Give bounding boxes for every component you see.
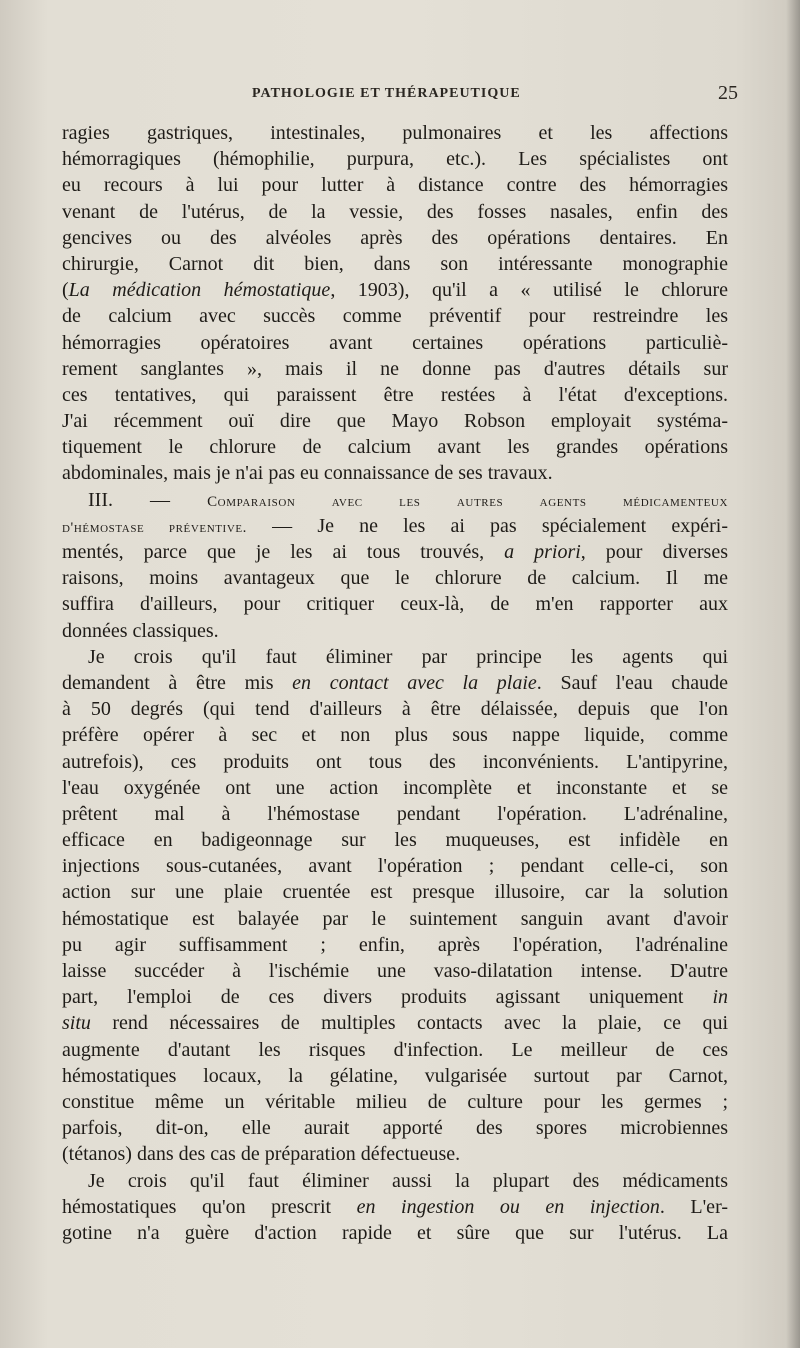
text-line [62,408,728,434]
body-text [62,120,728,1246]
text-line [62,853,728,879]
text-segment: d'hémostase préventive. [62,519,248,536]
text-line [62,749,728,775]
text-segment: de calcium avec succès comme préventif pour restreindre les [62,305,728,328]
text-line [62,1063,728,1089]
text-line [62,277,728,303]
text-line [62,1141,728,1167]
text-line [62,434,728,460]
text-segment: , pour diverses [580,541,728,563]
text-segment: , 1903), qu'il a « utilisé le chlorure [330,279,728,302]
text-segment: augmente d'autant les risques d'infection. Le meilleur de ces [62,1038,728,1061]
text-segment: mentés, parce que je les ai tous trouvés, [62,541,505,563]
text-line [62,906,728,932]
text-line [62,565,728,591]
text-segment: tiquement le chlorure de calcium avant les grandes opérations [62,436,728,459]
text-segment: Je crois qu'il faut éliminer aussi la plupart des médicaments [88,1169,728,1192]
text-segment: ces tentatives, qui paraissent être restées à l'état d'exceptions. [62,383,728,406]
text-segment: Je crois qu'il faut éliminer par principe les agents qui [88,645,728,668]
text-line [62,225,728,251]
text-segment: abdominales, mais je n'ai pas eu connaissance de ses travaux. [62,462,553,485]
text-segment: venant de l'utérus, de la vessie, des fosses nasales, enfin des [62,200,728,223]
text-segment: à 50 degrés (qui tend d'ailleurs à être délaissée, depuis que l'on [62,698,728,721]
page-header [62,82,738,108]
text-segment: laisse succéder à l'ischémie une vaso-dilatation intense. D'autre [62,960,728,982]
text-segment: hémorragies opératoires avant certaines opérations particuliè- [62,331,728,354]
text-segment: part, l'emploi de ces divers produits agissant uniquement [62,986,713,1009]
running-title: PATHOLOGIE ET THÉRAPEUTIQUE [252,86,521,101]
text-line [62,958,728,984]
text-segment: demandent à être mis [62,671,293,694]
text-segment: efficace en badigeonnage sur les muqueuses, est infidèle en [62,829,728,852]
text-segment: ragies gastriques, intestinales, pulmonaires et les affections [62,122,728,144]
text-segment: a priori [504,541,581,563]
page-number: 25 [718,82,738,104]
text-segment: in [712,986,728,1009]
text-line [62,1037,728,1063]
text-segment: action sur une plaie cruentée est presque illusoire, car la solution [62,881,728,904]
text-segment: J'ai récemment ouï dire que Mayo Robson employait systéma- [62,410,728,433]
text-segment: en contact avec la plaie [292,671,537,694]
text-segment: données classiques. [62,619,219,642]
text-segment: suffira d'ailleurs, pour critiquer ceux-là, de m'en rapporter aux [62,593,728,616]
text-line [62,827,728,853]
text-line [62,330,728,356]
text-segment: chirurgie, Carnot dit bien, dans son intéressante monographie [62,252,728,275]
text-segment: injections sous-cutanées, avant l'opération ; pendant celle-ci, son [62,855,728,878]
text-segment: l'eau oxygénée ont une action incomplète et inconstante et se [62,776,728,799]
text-segment: Comparaison avec les autres agents médicamenteux [207,493,728,510]
text-line [62,1089,728,1115]
text-segment: autrefois), ces produits ont tous des inconvénients. L'antipyrine, [62,750,728,773]
text-segment: situ [62,1012,91,1035]
text-line [62,696,728,722]
text-segment: ( [62,279,69,302]
text-line [62,801,728,827]
text-segment: La médication hémostatique [68,279,331,302]
text-line [62,722,728,748]
text-line [62,932,728,958]
text-line [62,591,728,617]
text-line [62,1115,728,1141]
text-line [62,984,728,1010]
text-segment: III. — [88,488,208,511]
text-segment: hémostatiques locaux, la gélatine, vulgarisée surtout par Carnot, [62,1064,728,1087]
text-segment: hémorragiques (hémophilie, purpura, etc.). Les spécialistes ont [62,148,728,171]
text-segment: raisons, moins avantageux que le chlorure de calcium. Il me [62,567,728,590]
text-line [62,120,728,146]
text-line [62,1220,728,1246]
text-segment: gotine n'a guère d'action rapide et sûre que sur l'utérus. La [62,1221,728,1244]
text-line [62,513,728,539]
text-segment: en ingestion ou en injection [356,1195,660,1218]
text-segment: rement sanglantes », mais il ne donne pas d'autres détails sur [62,357,728,380]
text-segment: — Je ne les ai pas spécialement expéri- [247,514,729,537]
text-line [62,199,728,225]
text-line [62,172,728,198]
text-line [62,460,728,486]
text-segment: préfère opérer à sec et non plus sous nappe liquide, comme [62,724,728,747]
text-segment: constitue même un véritable milieu de culture pour les germes ; [62,1090,728,1113]
text-line [62,539,728,565]
text-segment: gencives ou des alvéoles après des opérations dentaires. En [62,226,728,249]
text-segment: (tétanos) dans des cas de préparation défectueuse. [62,1143,461,1166]
text-segment: hémostatique est balayée par le suintement sanguin avant d'avoir [62,907,728,930]
text-line [62,775,728,801]
text-line [62,251,728,277]
text-line [62,303,728,329]
text-line [62,879,728,905]
text-line [62,382,728,408]
text-segment: prêtent mal à l'hémostase pendant l'opération. L'adrénaline, [62,802,728,825]
text-line [62,487,728,513]
text-segment: hémostatiques qu'on prescrit [62,1195,357,1218]
text-segment: parfois, dit-on, elle aurait apporté des spores microbiennes [62,1117,728,1140]
text-segment: pu agir suffisamment ; enfin, après l'opération, l'adrénaline [62,933,728,956]
text-line [62,146,728,172]
page-edge-shadow [786,0,800,1348]
text-segment: . Sauf l'eau chaude [536,671,728,694]
text-segment: eu recours à lui pour lutter à distance contre des hémorragies [62,174,728,197]
text-line [62,618,728,644]
text-line [62,1194,728,1220]
text-line [62,356,728,382]
text-segment: . L'er- [659,1195,728,1218]
text-line [62,1168,728,1194]
text-segment: rend nécessaires de multiples contacts avec la plaie, ce qui [90,1012,728,1035]
text-line [62,1010,728,1036]
text-line [62,644,728,670]
text-line [62,670,728,696]
